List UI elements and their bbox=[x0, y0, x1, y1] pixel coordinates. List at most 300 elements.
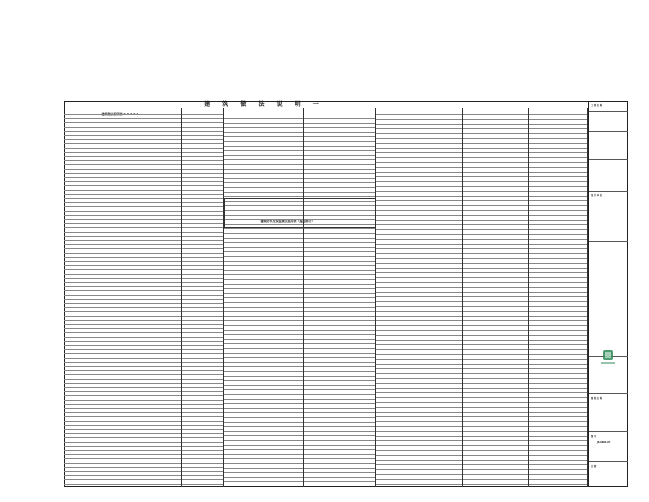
table-rule-line bbox=[182, 446, 223, 447]
table-rule-line bbox=[463, 344, 528, 345]
table-rule-line bbox=[529, 311, 587, 312]
table-rule-line bbox=[463, 440, 528, 441]
table-rule-line bbox=[376, 464, 462, 465]
table-rule-line bbox=[376, 340, 462, 341]
table-rule-line bbox=[529, 157, 587, 158]
table-rule-line bbox=[376, 253, 462, 254]
table-rule-line bbox=[376, 316, 462, 317]
column-notes-b bbox=[463, 108, 529, 487]
table-rule-line bbox=[304, 481, 375, 482]
table-rule-line bbox=[463, 316, 528, 317]
table-rule-line bbox=[463, 191, 528, 192]
table-rule-line bbox=[463, 306, 528, 307]
table-rule-line bbox=[182, 148, 223, 149]
table-rule-line bbox=[182, 362, 223, 363]
table-rule-line bbox=[529, 330, 587, 331]
table-rule-line bbox=[529, 340, 587, 341]
table-rule-line bbox=[182, 345, 223, 346]
table-rule-line bbox=[182, 215, 223, 216]
table-rule-line bbox=[376, 373, 462, 374]
table-rule-line bbox=[304, 403, 375, 404]
table-rule-line bbox=[376, 215, 462, 216]
table-rule-line bbox=[224, 394, 303, 395]
table-rule-line bbox=[182, 190, 223, 191]
table-rule-line bbox=[529, 200, 587, 201]
table-rule-line bbox=[463, 479, 528, 480]
table-rule-line bbox=[376, 383, 462, 384]
table-rule-line bbox=[182, 337, 223, 338]
table-rule-line bbox=[64, 433, 181, 434]
table-rule-line bbox=[463, 460, 528, 461]
table-rule-line bbox=[64, 269, 181, 270]
table-rule-line bbox=[529, 464, 587, 465]
table-rule-line bbox=[64, 122, 181, 123]
table-rule-line bbox=[224, 403, 303, 404]
table-rule-line bbox=[463, 474, 528, 475]
table-rule-line bbox=[64, 303, 181, 304]
table-rule-line bbox=[64, 374, 181, 375]
table-rule-line bbox=[64, 437, 181, 438]
table-rule-line bbox=[304, 159, 375, 160]
table-rule-line bbox=[304, 274, 375, 275]
table-rule-line bbox=[182, 429, 223, 430]
middle-table-title: 建筑防水及保温做法选用表（屋面部分） bbox=[260, 219, 315, 223]
table-rule-line bbox=[304, 325, 375, 326]
table-rule-line bbox=[529, 162, 587, 163]
table-rule-line bbox=[182, 118, 223, 119]
table-rule-line bbox=[463, 162, 528, 163]
table-rule-line bbox=[64, 454, 181, 455]
table-rule-line bbox=[182, 181, 223, 182]
table-rule-line bbox=[224, 164, 303, 165]
table-rule-line bbox=[529, 181, 587, 182]
table-rule-line bbox=[529, 287, 587, 288]
table-rule-line bbox=[64, 215, 181, 216]
table-rule-line bbox=[529, 392, 587, 393]
table-rule-line bbox=[463, 464, 528, 465]
table-rule-line bbox=[64, 429, 181, 430]
table-rule-line bbox=[304, 141, 375, 142]
table-rule-line bbox=[64, 282, 181, 283]
table-rule-line bbox=[304, 353, 375, 354]
table-rule-line bbox=[64, 173, 181, 174]
table-rule-line bbox=[64, 387, 181, 388]
table-rule-line bbox=[463, 392, 528, 393]
table-rule-line bbox=[376, 479, 462, 480]
table-rule-line bbox=[463, 205, 528, 206]
table-rule-line bbox=[64, 416, 181, 417]
table-rule-line bbox=[463, 215, 528, 216]
table-rule-line bbox=[529, 402, 587, 403]
table-rule-line bbox=[463, 196, 528, 197]
table-rule-line bbox=[182, 177, 223, 178]
table-rule-line bbox=[376, 292, 462, 293]
table-rule-line bbox=[182, 320, 223, 321]
table-rule-line bbox=[529, 450, 587, 451]
table-rule-line bbox=[529, 320, 587, 321]
table-rule-line bbox=[224, 251, 303, 252]
table-rule-line bbox=[224, 353, 303, 354]
table-rule-line bbox=[529, 440, 587, 441]
table-rule-line bbox=[304, 127, 375, 128]
table-rule-line bbox=[463, 253, 528, 254]
table-rule-line bbox=[304, 422, 375, 423]
table-rule-line bbox=[304, 449, 375, 450]
table-rule-line bbox=[376, 421, 462, 422]
table-rule-line bbox=[376, 114, 462, 115]
table-rule-line bbox=[224, 150, 303, 151]
table-rule-line bbox=[304, 472, 375, 473]
table-rule-line bbox=[463, 397, 528, 398]
table-rule-line bbox=[304, 228, 375, 229]
table-rule-line bbox=[463, 176, 528, 177]
table-rule-line bbox=[182, 316, 223, 317]
table-rule-line bbox=[64, 458, 181, 459]
table-rule-line bbox=[224, 311, 303, 312]
table-rule-line bbox=[224, 141, 303, 142]
table-rule-line bbox=[182, 248, 223, 249]
table-rule-line bbox=[463, 431, 528, 432]
table-rule-line bbox=[376, 186, 462, 187]
table-rule-line bbox=[529, 133, 587, 134]
table-rule-line bbox=[182, 122, 223, 123]
table-rule-line bbox=[182, 261, 223, 262]
table-rule-line bbox=[182, 164, 223, 165]
table-rule-line bbox=[64, 311, 181, 312]
table-rule-line bbox=[64, 278, 181, 279]
table-rule-line bbox=[224, 366, 303, 367]
table-rule-line bbox=[529, 301, 587, 302]
table-rule-line bbox=[224, 330, 303, 331]
table-rule-line bbox=[224, 380, 303, 381]
table-rule-line bbox=[182, 458, 223, 459]
table-rule-line bbox=[224, 417, 303, 418]
table-rule-line bbox=[182, 479, 223, 480]
table-rule-line bbox=[64, 332, 181, 333]
table-rule-line bbox=[376, 210, 462, 211]
table-rule-line bbox=[64, 261, 181, 262]
table-rule-line bbox=[182, 223, 223, 224]
table-rule-line bbox=[376, 128, 462, 129]
left-table-title: 建筑做法说明表 0.7.2.0.1 bbox=[101, 112, 139, 116]
table-rule-line bbox=[64, 223, 181, 224]
table-rule-line bbox=[376, 244, 462, 245]
table-rule-line bbox=[376, 320, 462, 321]
table-rule-line bbox=[64, 391, 181, 392]
table-rule-line bbox=[182, 471, 223, 472]
drawing-number-label: 图 号 bbox=[591, 435, 597, 438]
table-rule-line bbox=[182, 442, 223, 443]
table-rule-line bbox=[182, 425, 223, 426]
table-rule-line bbox=[64, 198, 181, 199]
table-rule-line bbox=[64, 404, 181, 405]
table-rule-line bbox=[64, 152, 181, 153]
table-rule-line bbox=[529, 220, 587, 221]
table-rule-line bbox=[64, 169, 181, 170]
table-rule-line bbox=[304, 339, 375, 340]
table-rule-line bbox=[64, 463, 181, 464]
table-rule-line bbox=[463, 416, 528, 417]
table-rule-line bbox=[529, 229, 587, 230]
table-rule-line bbox=[304, 458, 375, 459]
table-rule-line bbox=[376, 220, 462, 221]
table-rule-line bbox=[64, 479, 181, 480]
table-rule-line bbox=[529, 152, 587, 153]
table-rule-line bbox=[463, 373, 528, 374]
table-rule-line bbox=[64, 114, 181, 115]
table-rule-line bbox=[304, 270, 375, 271]
table-rule-line bbox=[463, 445, 528, 446]
table-rule-line bbox=[182, 395, 223, 396]
table-rule-line bbox=[463, 138, 528, 139]
table-rule-line bbox=[182, 227, 223, 228]
table-rule-line bbox=[64, 118, 181, 119]
table-rule-line bbox=[304, 399, 375, 400]
table-rule-line bbox=[304, 408, 375, 409]
table-rule-line bbox=[304, 256, 375, 257]
table-rule-line bbox=[182, 421, 223, 422]
table-rule-line bbox=[529, 191, 587, 192]
table-rule-line bbox=[529, 378, 587, 379]
table-rule-line bbox=[64, 442, 181, 443]
table-rule-line bbox=[224, 389, 303, 390]
table-rule-line bbox=[529, 210, 587, 211]
table-rule-line bbox=[376, 234, 462, 235]
table-rule-line bbox=[529, 148, 587, 149]
table-rule-line bbox=[529, 239, 587, 240]
table-rule-line bbox=[64, 265, 181, 266]
table-rule-line bbox=[64, 395, 181, 396]
table-rule-line bbox=[463, 210, 528, 211]
table-rule-line bbox=[182, 269, 223, 270]
table-rule-line bbox=[304, 123, 375, 124]
table-rule-line bbox=[182, 463, 223, 464]
table-rule-line bbox=[529, 349, 587, 350]
table-rule-line bbox=[529, 388, 587, 389]
table-rule-line bbox=[224, 339, 303, 340]
table-rule-line bbox=[182, 127, 223, 128]
table-rule-line bbox=[182, 206, 223, 207]
table-rule-line bbox=[376, 330, 462, 331]
table-rule-line bbox=[64, 408, 181, 409]
table-rule-line bbox=[529, 479, 587, 480]
table-rule-line bbox=[182, 160, 223, 161]
table-rule-line bbox=[182, 416, 223, 417]
table-rule-line bbox=[529, 248, 587, 249]
table-rule-line bbox=[182, 143, 223, 144]
table-rule-line bbox=[463, 148, 528, 149]
table-rule-line bbox=[182, 433, 223, 434]
table-rule-line bbox=[182, 379, 223, 380]
table-rule-line bbox=[463, 364, 528, 365]
table-rule-line bbox=[529, 373, 587, 374]
table-rule-line bbox=[182, 437, 223, 438]
table-rule-line bbox=[182, 265, 223, 266]
table-rule-line bbox=[376, 354, 462, 355]
table-rule-line bbox=[463, 229, 528, 230]
table-rule-line bbox=[182, 358, 223, 359]
table-rule-line bbox=[463, 436, 528, 437]
table-rule-line bbox=[529, 460, 587, 461]
table-rule-line bbox=[463, 248, 528, 249]
table-rule-line bbox=[463, 301, 528, 302]
table-rule-line bbox=[224, 284, 303, 285]
table-rule-line bbox=[463, 128, 528, 129]
table-rule-line bbox=[64, 400, 181, 401]
table-rule-line bbox=[224, 297, 303, 298]
table-rule-line bbox=[64, 320, 181, 321]
table-rule-line bbox=[463, 287, 528, 288]
table-rule-line bbox=[182, 240, 223, 241]
table-rule-line bbox=[529, 258, 587, 259]
table-rule-line bbox=[64, 299, 181, 300]
table-rule-line bbox=[376, 277, 462, 278]
table-rule-line bbox=[463, 383, 528, 384]
table-rule-line bbox=[64, 139, 181, 140]
table-rule-line bbox=[64, 370, 181, 371]
table-rule-line bbox=[529, 426, 587, 427]
table-rule-line bbox=[64, 316, 181, 317]
table-rule-line bbox=[304, 477, 375, 478]
table-rule-line bbox=[304, 343, 375, 344]
table-rule-line bbox=[304, 251, 375, 252]
table-rule-line bbox=[64, 328, 181, 329]
table-rule-line bbox=[529, 364, 587, 365]
table-rule-line bbox=[182, 114, 223, 115]
table-rule-line bbox=[376, 191, 462, 192]
table-rule-line bbox=[463, 421, 528, 422]
table-rule-line bbox=[304, 297, 375, 298]
table-rule-line bbox=[529, 263, 587, 264]
table-rule-line bbox=[376, 229, 462, 230]
table-rule-line bbox=[64, 232, 181, 233]
table-rule-line bbox=[182, 349, 223, 350]
table-rule-line bbox=[463, 234, 528, 235]
table-rule-line bbox=[529, 224, 587, 225]
table-rule-line bbox=[224, 408, 303, 409]
table-rule-line bbox=[304, 284, 375, 285]
table-rule-line bbox=[463, 277, 528, 278]
table-rule-line bbox=[529, 306, 587, 307]
table-rule-line bbox=[376, 474, 462, 475]
table-rule-line bbox=[224, 371, 303, 372]
table-rule-line bbox=[182, 257, 223, 258]
table-rule-line bbox=[376, 248, 462, 249]
table-rule-line bbox=[304, 293, 375, 294]
table-rule-line bbox=[64, 164, 181, 165]
table-rule-line bbox=[304, 233, 375, 234]
table-rule-line bbox=[224, 132, 303, 133]
table-rule-line bbox=[463, 292, 528, 293]
table-rule-line bbox=[376, 349, 462, 350]
table-rule-line bbox=[463, 152, 528, 153]
table-rule-line bbox=[224, 357, 303, 358]
table-rule-line bbox=[463, 181, 528, 182]
table-rule-line bbox=[304, 376, 375, 377]
table-rule-line bbox=[376, 426, 462, 427]
table-rule-line bbox=[224, 481, 303, 482]
table-rule-line bbox=[182, 366, 223, 367]
table-rule-line bbox=[529, 143, 587, 144]
table-rule-line bbox=[182, 328, 223, 329]
column-left-table-b bbox=[182, 108, 224, 487]
table-rule-line bbox=[224, 362, 303, 363]
table-rule-line bbox=[463, 330, 528, 331]
table-rule-line bbox=[529, 296, 587, 297]
table-rule-line bbox=[376, 325, 462, 326]
table-rule-line bbox=[304, 164, 375, 165]
table-rule-line bbox=[376, 416, 462, 417]
table-rule-line bbox=[304, 178, 375, 179]
table-rule-line bbox=[529, 383, 587, 384]
table-rule-line bbox=[224, 123, 303, 124]
table-rule-line bbox=[224, 247, 303, 248]
table-rule-line bbox=[376, 133, 462, 134]
table-rule-line bbox=[64, 412, 181, 413]
table-rule-line bbox=[64, 177, 181, 178]
table-rule-line bbox=[463, 224, 528, 225]
table-rule-line bbox=[182, 404, 223, 405]
table-rule-line bbox=[182, 219, 223, 220]
table-rule-line bbox=[182, 152, 223, 153]
table-rule-line bbox=[64, 244, 181, 245]
table-rule-line bbox=[463, 263, 528, 264]
table-rule-line bbox=[463, 335, 528, 336]
table-rule-line bbox=[64, 274, 181, 275]
table-rule-line bbox=[529, 244, 587, 245]
table-rule-line bbox=[529, 268, 587, 269]
table-rule-line bbox=[182, 383, 223, 384]
table-rule-line bbox=[64, 127, 181, 128]
column-left-table-a bbox=[64, 108, 182, 487]
table-rule-line bbox=[463, 172, 528, 173]
table-rule-line bbox=[376, 359, 462, 360]
table-rule-line bbox=[224, 159, 303, 160]
table-rule-line bbox=[463, 450, 528, 451]
table-rule-line bbox=[182, 253, 223, 254]
table-rule-line bbox=[64, 358, 181, 359]
table-rule-line bbox=[376, 484, 462, 485]
table-rule-line bbox=[224, 412, 303, 413]
table-rule-line bbox=[304, 118, 375, 119]
table-rule-line bbox=[224, 169, 303, 170]
table-rule-line bbox=[182, 278, 223, 279]
table-rule-line bbox=[182, 244, 223, 245]
table-rule-line bbox=[463, 272, 528, 273]
table-rule-line bbox=[64, 341, 181, 342]
table-rule-line bbox=[224, 334, 303, 335]
table-rule-line bbox=[463, 157, 528, 158]
table-rule-line bbox=[64, 484, 181, 485]
table-rule-line bbox=[64, 383, 181, 384]
table-rule-line bbox=[64, 156, 181, 157]
waterproof-selection-grid bbox=[224, 198, 376, 228]
table-rule-line bbox=[182, 299, 223, 300]
table-rule-line bbox=[224, 265, 303, 266]
table-rule-line bbox=[304, 302, 375, 303]
table-rule-line bbox=[304, 155, 375, 156]
table-rule-line bbox=[64, 362, 181, 363]
table-rule-line bbox=[182, 156, 223, 157]
table-rule-line bbox=[463, 114, 528, 115]
table-rule-line bbox=[64, 295, 181, 296]
table-rule-line bbox=[529, 124, 587, 125]
table-rule-line bbox=[376, 152, 462, 153]
table-rule-line bbox=[376, 455, 462, 456]
table-rule-line bbox=[463, 268, 528, 269]
table-rule-line bbox=[64, 257, 181, 258]
table-rule-line bbox=[463, 388, 528, 389]
